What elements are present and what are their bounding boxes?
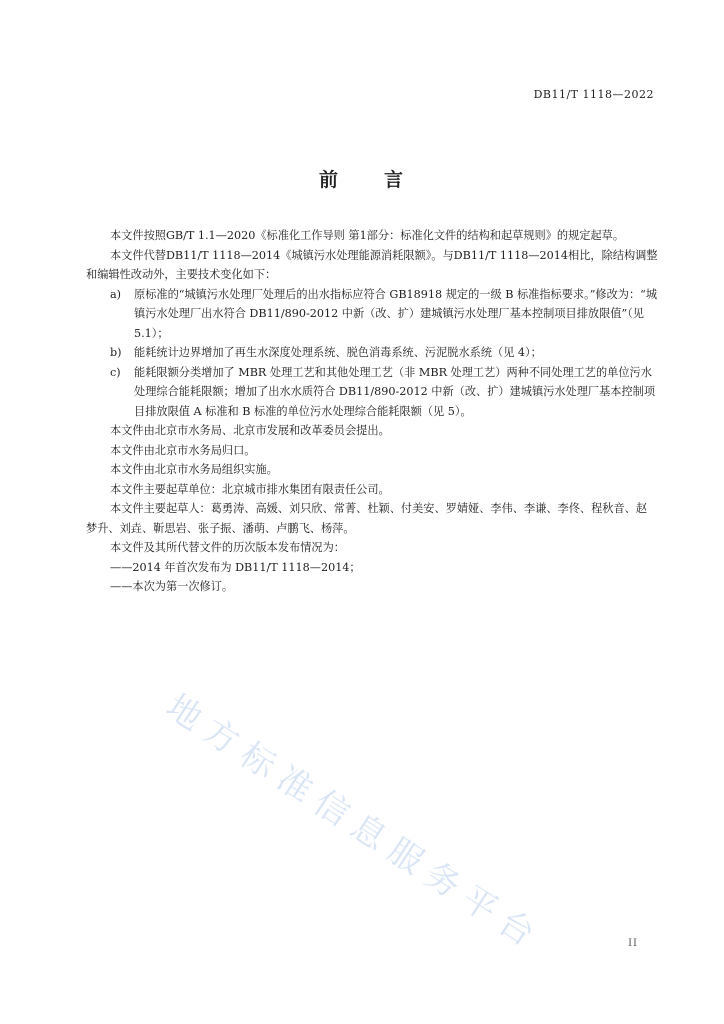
- list-item: [86, 343, 658, 363]
- page-title: [0, 165, 724, 192]
- paragraph-drafters: 本文件主要起草人：葛勇涛、高媛、刘只欣、常菁、杜颖、付美安、罗婧娅、李伟、李谦、李佟、程秋音、赵梦升、刘垚、靳思岩、张子振、潘萌、卢鹏飞、杨萍。: [86, 502, 648, 535]
- list-item-text: 能耗限额分类增加了 MBR 处理工艺和其他处理工艺（非 MBR 处理工艺）两种不同处理工艺的单位污水处理综合能耗限额；增加了出水水质符合 DB11/890-2012 中新（改、扩）建城镇污水处理厂基本控制项目排放限值 A 标准和 B 标准的单位污水处理综合能耗限额（见 5）。: [134, 365, 656, 418]
- title-char-right: 言: [384, 169, 406, 191]
- version-history-item: ——本次为第一次修订。: [110, 580, 234, 593]
- paragraph-drafting-unit: 本文件主要起草单位：北京城市排水集团有限责任公司。: [110, 482, 390, 496]
- document-body: [86, 226, 658, 597]
- list-item-text: 原标准的“城镇污水处理厂处理后的出水指标应符合 GB18918 规定的一级 B 标准指标要求。”修改为：“城镇污水处理厂出水符合 DB11/890-2012 中新（改、扩）建城镇污水处理厂基本控制项目排放限值”（见 5.1）；: [134, 287, 658, 340]
- list-marker: a): [110, 287, 122, 301]
- version-history-item: ——2014 年首次发布为 DB11/T 1118—2014；: [110, 560, 361, 574]
- paragraph-centralizer: 本文件由北京市水务局归口。: [110, 443, 256, 457]
- list-marker: b): [110, 346, 122, 359]
- paragraph-implementer: 本文件由北京市水务局组织实施。: [110, 463, 278, 476]
- paragraph-replacement: 本文件代替DB11/T 1118—2014《城镇污水处理能源消耗限额》。与DB11/T 1118—2014相比，除结构调整和编辑性改动外，主要技术变化如下：: [86, 248, 658, 281]
- list-item: [86, 285, 658, 344]
- list-marker: c): [110, 365, 121, 379]
- paragraph-proposer: 本文件由北京市水务局、北京市发展和改革委员会提出。: [110, 424, 390, 437]
- list-item: [86, 363, 658, 422]
- title-char-left: 前: [318, 169, 340, 191]
- document-code: DB11/T 1118—2022: [533, 88, 654, 101]
- list-item-text: 能耗统计边界增加了再生水深度处理系统、脱色消毒系统、污泥脱水系统（见 4）；: [134, 346, 542, 359]
- page-number: II: [628, 938, 638, 949]
- paragraph-version-history: 本文件及其所代替文件的历次版本发布情况为：: [110, 541, 345, 554]
- paragraph-drafting-rules: 本文件按照GB/T 1.1—2020《标准化工作导则 第1部分：标准化文件的结构和起草规则》的规定起草。: [110, 229, 625, 242]
- watermark: 地方标准信息服务平台: [158, 686, 550, 960]
